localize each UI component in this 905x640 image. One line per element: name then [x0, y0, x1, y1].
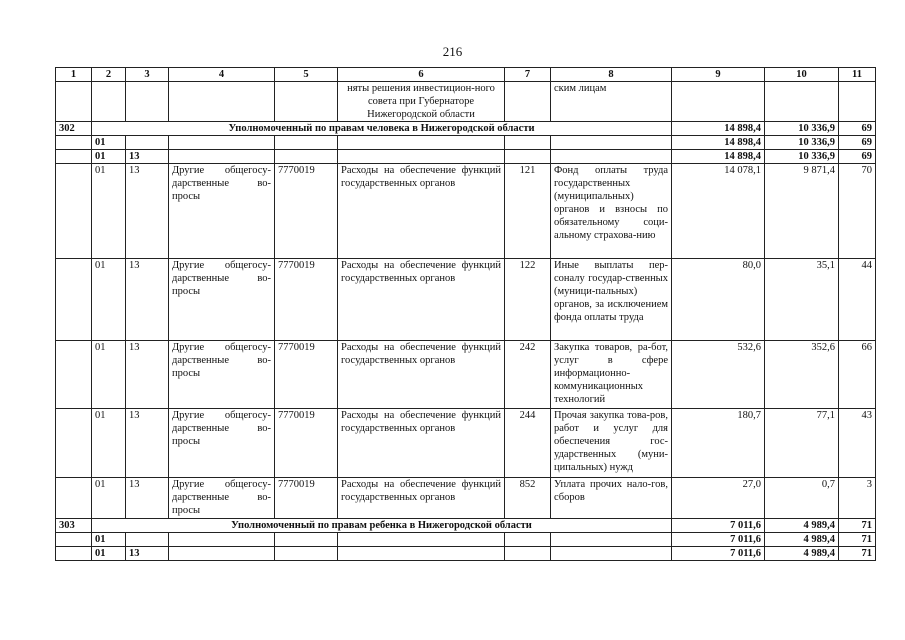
col-header-7: 7: [505, 68, 551, 82]
col-header-5: 5: [275, 68, 338, 82]
percent-executed: 3: [839, 478, 876, 519]
percent-executed: 71: [839, 547, 876, 561]
target-article: 7770019: [275, 478, 338, 519]
article-name: Расходы на обеспечение функций государственных органов: [338, 409, 505, 478]
amount-planned: 532,6: [672, 341, 765, 409]
amount-executed: 4 989,4: [765, 547, 839, 561]
article-name: Расходы на обеспечение функций государственных органов: [338, 259, 505, 341]
percent-executed: 69: [839, 122, 876, 136]
section-total-row: [56, 519, 876, 533]
target-article: 7770019: [275, 164, 338, 259]
section-total-row: [56, 122, 876, 136]
section-code-chapter: 01: [92, 547, 126, 561]
col-header-4: 4: [169, 68, 275, 82]
target-article: 7770019: [275, 409, 338, 478]
article-name: Расходы на обеспечение функций государственных органов: [338, 341, 505, 409]
target-article: 7770019: [275, 259, 338, 341]
amount-planned: 7 011,6: [672, 533, 765, 547]
subchapter-code: 13: [126, 409, 169, 478]
expense-type-code: 852: [505, 478, 551, 519]
section-subtotal-row: [56, 150, 876, 164]
table-row: [56, 164, 876, 259]
percent-executed: 70: [839, 164, 876, 259]
amount-planned: 14 078,1: [672, 164, 765, 259]
expense-type-name: Уплата прочих нало-гов, сборов: [551, 478, 672, 519]
subchapter-name: Другие общегосу-дарственные во-просы: [169, 164, 275, 259]
chapter-code: 01: [92, 478, 126, 519]
expense-type-code: 242: [505, 341, 551, 409]
table-row: [56, 259, 876, 341]
article-name: Расходы на обеспечение функций государственных органов: [338, 478, 505, 519]
column-number-header-row: [56, 68, 876, 82]
continuation-expense-type: ским лицам: [551, 82, 672, 122]
amount-planned: 180,7: [672, 409, 765, 478]
amount-planned: 14 898,4: [672, 122, 765, 136]
amount-executed: 9 871,4: [765, 164, 839, 259]
col-header-8: 8: [551, 68, 672, 82]
percent-executed: 66: [839, 341, 876, 409]
amount-executed: 352,6: [765, 341, 839, 409]
percent-executed: 71: [839, 533, 876, 547]
amount-planned: 14 898,4: [672, 136, 765, 150]
subchapter-name: Другие общегосу-дарственные во-просы: [169, 409, 275, 478]
target-article: 7770019: [275, 341, 338, 409]
amount-planned: 27,0: [672, 478, 765, 519]
subchapter-code: 13: [126, 164, 169, 259]
expense-type-name: Фонд оплаты труда государственных (муниципальных) органов и взносы по обязательному соци-альному страхова-нию: [551, 164, 672, 259]
section-code-chapter: 01: [92, 150, 126, 164]
percent-executed: 69: [839, 136, 876, 150]
percent-executed: 71: [839, 519, 876, 533]
expense-type-name: Закупка товаров, ра-бот, услуг в сфере информационно-коммуникационных технологий: [551, 341, 672, 409]
section-code: 302: [56, 122, 92, 136]
section-code-subchapter: 13: [126, 547, 169, 561]
table-row: [56, 341, 876, 409]
subchapter-name: Другие общегосу-дарственные во-просы: [169, 341, 275, 409]
amount-executed: 10 336,9: [765, 136, 839, 150]
section-code-chapter: 01: [92, 136, 126, 150]
amount-executed: 10 336,9: [765, 122, 839, 136]
col-header-9: 9: [672, 68, 765, 82]
table-row: [56, 478, 876, 519]
chapter-code: 01: [92, 259, 126, 341]
table-row: [56, 409, 876, 478]
section-code: 303: [56, 519, 92, 533]
section-subtotal-row: [56, 533, 876, 547]
section-code-chapter: 01: [92, 533, 126, 547]
section-title: Уполномоченный по правам человека в Нижегородской области: [92, 122, 672, 136]
subchapter-code: 13: [126, 259, 169, 341]
expense-type-name: Прочая закупка това-ров, работ и услуг для обеспечения гос-ударственных (муни-ципальных) нужд: [551, 409, 672, 478]
section-title: Уполномоченный по правам ребенка в Нижегородской области: [92, 519, 672, 533]
chapter-code: 01: [92, 409, 126, 478]
expense-type-name: Иные выплаты пер-соналу государ-ственных (муници-пальных) органов, за исключением фонда оплаты труда: [551, 259, 672, 341]
amount-executed: 4 989,4: [765, 519, 839, 533]
col-header-10: 10: [765, 68, 839, 82]
page-number: 216: [442, 44, 463, 59]
section-code-subchapter: 13: [126, 150, 169, 164]
expense-type-code: 244: [505, 409, 551, 478]
chapter-code: 01: [92, 164, 126, 259]
continuation-description: няты решения инвестицион-ного совета при Губернаторе Нижегородской области: [338, 82, 505, 122]
percent-executed: 69: [839, 150, 876, 164]
subchapter-code: 13: [126, 478, 169, 519]
chapter-code: 01: [92, 341, 126, 409]
continuation-row: [56, 82, 876, 122]
amount-executed: 10 336,9: [765, 150, 839, 164]
col-header-1: 1: [56, 68, 92, 82]
subchapter-name: Другие общегосу-дарственные во-просы: [169, 478, 275, 519]
amount-executed: 35,1: [765, 259, 839, 341]
budget-table: [55, 67, 876, 561]
subchapter-code: 13: [126, 341, 169, 409]
amount-executed: 0,7: [765, 478, 839, 519]
percent-executed: 44: [839, 259, 876, 341]
amount-executed: 77,1: [765, 409, 839, 478]
col-header-2: 2: [92, 68, 126, 82]
amount-planned: 80,0: [672, 259, 765, 341]
article-name: Расходы на обеспечение функций государственных органов: [338, 164, 505, 259]
expense-type-code: 122: [505, 259, 551, 341]
col-header-11: 11: [839, 68, 876, 82]
amount-planned: 7 011,6: [672, 519, 765, 533]
section-subtotal-row: [56, 547, 876, 561]
percent-executed: 43: [839, 409, 876, 478]
col-header-3: 3: [126, 68, 169, 82]
amount-executed: 4 989,4: [765, 533, 839, 547]
section-subtotal-row: [56, 136, 876, 150]
amount-planned: 7 011,6: [672, 547, 765, 561]
amount-planned: 14 898,4: [672, 150, 765, 164]
expense-type-code: 121: [505, 164, 551, 259]
subchapter-name: Другие общегосу-дарственные во-просы: [169, 259, 275, 341]
col-header-6: 6: [338, 68, 505, 82]
